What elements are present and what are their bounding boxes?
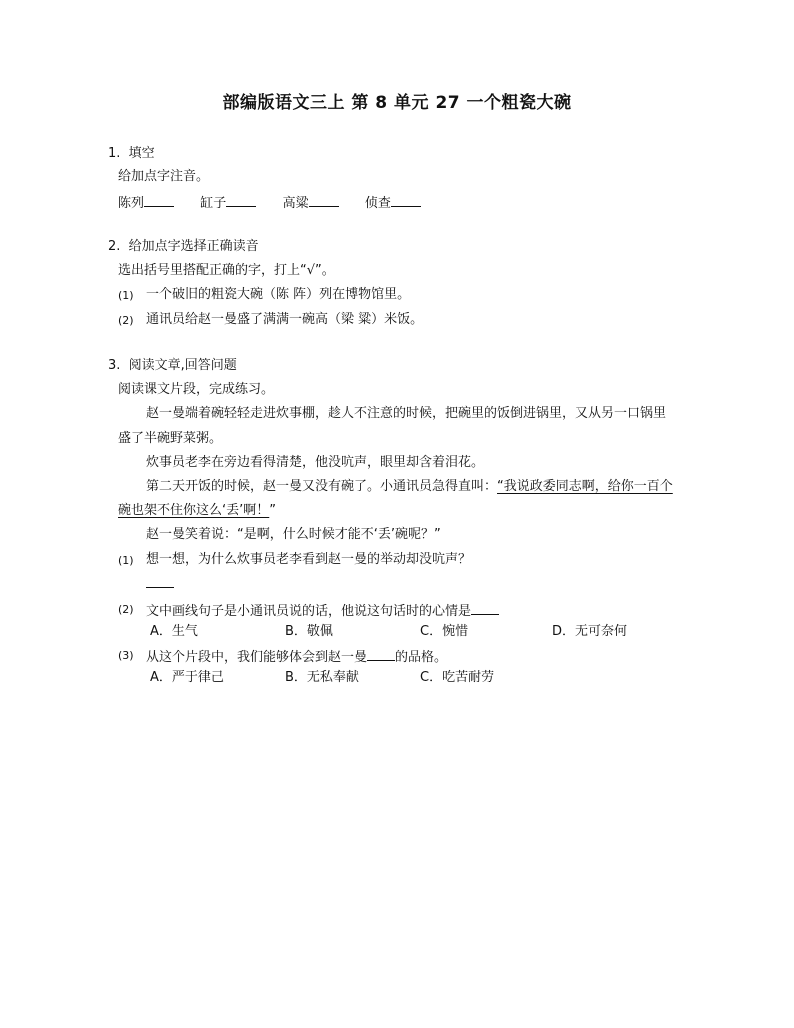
q3-sub3-number: (3) [118, 649, 134, 662]
q3-sub3-option-c[interactable]: C．吃苦耐劳 [420, 670, 495, 685]
q1-answer-blank-2[interactable] [226, 192, 256, 207]
q1-number: 1. [108, 146, 121, 161]
q3-heading [108, 357, 237, 375]
q1-heading [108, 145, 155, 163]
q2-heading [108, 238, 259, 256]
underlined-sentence-part-1: “我说政委同志啊，给你一百个 [497, 479, 673, 494]
q1-word-4: 侦查 [364, 196, 391, 211]
passage-paragraph-2: 炊事员老李在旁边看得清楚，他没吭声，眼里却含着泪花。 [146, 455, 485, 470]
q1-instruction: 给加点字注音。 [118, 169, 210, 184]
q1-word-3: 高粱 [282, 196, 309, 211]
q1-answer-blank-3[interactable] [309, 192, 339, 207]
q2-number: 2. [108, 239, 121, 254]
q3-sub2-option-b[interactable]: B．敬佩 [285, 624, 333, 639]
q3-sub3-text-after: 的品格。 [395, 650, 448, 665]
q3-heading-text: 阅读文章,回答问题 [128, 358, 237, 373]
passage-paragraph-1-line-2: 盛了半碗野菜粥。 [118, 431, 223, 446]
q3-sub2-number: (2) [118, 603, 134, 616]
q1-answer-blank-1[interactable] [144, 192, 174, 207]
q3-sub3-question [146, 646, 447, 667]
q2-instruction: 选出括号里搭配正确的字，打上“√”。 [118, 263, 335, 278]
q3-sub3-option-a[interactable]: A．严于律己 [150, 670, 224, 685]
q1-word-1: 陈列 [118, 196, 145, 211]
q1-answer-blank-4[interactable] [391, 192, 421, 207]
q2-item-1-text[interactable]: 一个破旧的粗瓷大碗（陈 阵）列在博物馆里。 [146, 287, 411, 302]
passage-paragraph-3-line-2 [118, 502, 276, 520]
q2-heading-text: 给加点字选择正确读音 [128, 239, 259, 254]
passage-paragraph-1-line-1: 赵一曼端着碗轻轻走进炊事棚，趁人不注意的时候，把碗里的饭倒进锅里，又从另一口锅里 [146, 406, 667, 421]
passage-paragraph-3-plain: 第二天开饭的时候，赵一曼又没有碗了。小通讯员急得直叫： [146, 479, 498, 494]
q3-instruction: 阅读课文片段，完成练习。 [118, 382, 275, 397]
q2-item-2-number: (2) [118, 314, 134, 327]
underlined-sentence-part-2: 碗也架不住你这么‘丢’啊！ [118, 503, 270, 518]
q3-sub2-option-a[interactable]: A．生气 [150, 624, 198, 639]
q3-sub2-question [146, 600, 499, 621]
q3-sub3-option-b[interactable]: B．无私奉献 [285, 670, 359, 685]
q3-sub2-answer-blank[interactable] [471, 600, 499, 615]
q3-number: 3. [108, 358, 121, 373]
page-title: 部编版语文三上 第 8 单元 27 一个粗瓷大碗 [222, 93, 572, 113]
q2-item-2-text[interactable]: 通讯员给赵一曼盛了满满一碗高（梁 粱）米饭。 [146, 312, 424, 327]
q2-item-1-number: (1) [118, 289, 134, 302]
q1-heading-text: 填空 [128, 146, 155, 161]
q3-sub3-answer-blank[interactable] [367, 646, 395, 661]
closing-quote: ” [269, 503, 277, 518]
passage-paragraph-3-line-1 [146, 478, 673, 496]
q3-sub1-answer-blank[interactable] [146, 573, 174, 588]
q3-sub1-number: (1) [118, 554, 134, 567]
q3-sub1-answer-line[interactable] [146, 573, 174, 594]
q3-sub1-text: 想一想，为什么炊事员老李看到赵一曼的举动却没吭声？ [146, 552, 472, 567]
passage-paragraph-4: 赵一曼笑着说：“是啊，什么时候才能不‘丢’碗呢？” [146, 527, 441, 542]
q3-sub3-text-before: 从这个片段中，我们能够体会到赵一曼 [146, 650, 368, 665]
q3-sub2-option-c[interactable]: C．惋惜 [420, 624, 469, 639]
q3-sub2-text: 文中画线句子是小通讯员说的话，他说这句话时的心情是 [146, 604, 472, 619]
q1-word-row [118, 192, 421, 213]
q1-word-2: 缸子 [200, 196, 227, 211]
q3-sub2-option-d[interactable]: D．无可奈何 [552, 624, 628, 639]
